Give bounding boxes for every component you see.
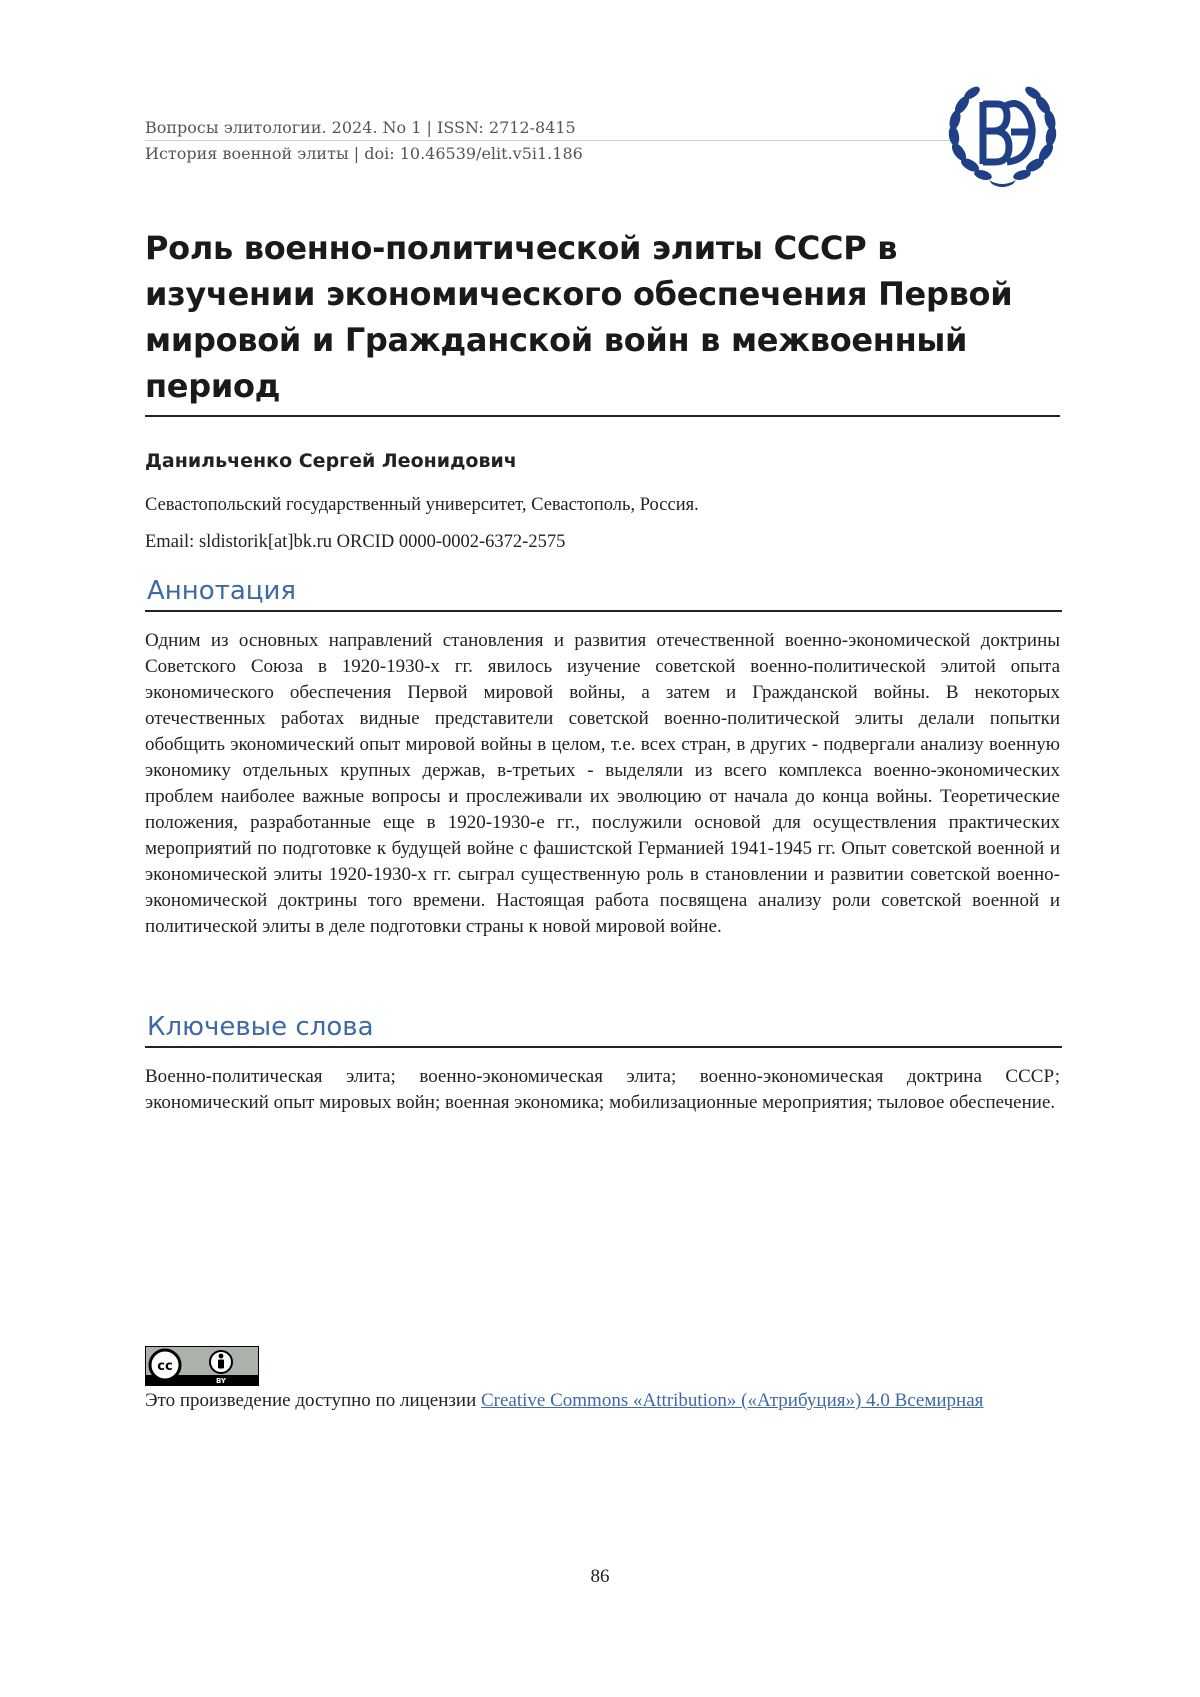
keywords-text: Военно-политическая элита; военно-экономическая элита; военно-экономическая доктрина СССР; экономический опыт мировых войн; военная экономика; мобилизационные мероприятия; тыловое обеспечение. <box>145 1066 1060 1113</box>
author-contacts: Email: sldistorik[at]bk.ru ORCID 0000-0002-6372-2575 <box>145 532 566 552</box>
journal-line: Вопросы элитологии. 2024. No 1 | ISSN: 2712-8415 <box>145 118 955 141</box>
cc-by-badge-text: BY <box>215 1377 227 1385</box>
license-statement <box>145 1388 1060 1414</box>
abstract-text: Одним из основных направлений становления и развития отечественной военно-экономической доктрины Советского Союза в 1920-1930-х гг. явилось изучение советской военно-политической элитой опыта экономического обеспечения Первой мировой войны, а затем и Гражданской войны. В некоторых отечественных работах видные представители советской военно-политической элиты делали попытки обобщить экономический опыт мировой войны в целом, т.е. всех стран, в других - подвергали анализу военную экономику отдельных крупных держав, в-третьих - выделяли из всего комплекса военно-экономических проблем наиболее важные вопросы и прослеживали их эволюцию от начала до конца войны. Теоретические положения, разработанные еще в 1920-1930-е гг., послужили основой для осуществления практических мероприятий по подготовке к будущей войне с фашистской Германией 1941-1945 гг. Опыт советской военной и экономической элиты 1920-1930-х гг. сыграл существенную роль в становлении и развитии советской военно-экономической доктрины того времени. Настоящая работа посвящена анализу роли советской военной и политической элиты в деле подготовки страны к новой мировой войне. <box>145 630 1060 937</box>
author-name: Данильченко Сергей Леонидович <box>145 450 517 472</box>
abstract-heading: Аннотация <box>145 574 1062 612</box>
running-header <box>145 118 1025 163</box>
svg-text:cc: cc <box>157 1359 173 1374</box>
page-number: 86 <box>590 1566 610 1587</box>
laurel-wreath-logo-icon <box>945 80 1060 188</box>
article-title: Роль военно-политической элиты СССР в изучении экономического обеспечения Первой мировой и Гражданской войн в межвоенный период <box>145 225 1060 417</box>
license-prefix: Это произведение доступно по лицензии <box>145 1390 481 1411</box>
cc-by-icon <box>145 1346 259 1386</box>
license-link[interactable]: Creative Commons «Attribution» («Атрибуция») 4.0 Всемирная <box>481 1390 984 1411</box>
section-doi-line: История военной элиты | doi: 10.46539/elit.v5i1.186 <box>145 144 583 163</box>
keywords-heading: Ключевые слова <box>145 1010 1062 1048</box>
author-affiliation: Севастопольский государственный университет, Севастополь, Россия. <box>145 495 699 515</box>
